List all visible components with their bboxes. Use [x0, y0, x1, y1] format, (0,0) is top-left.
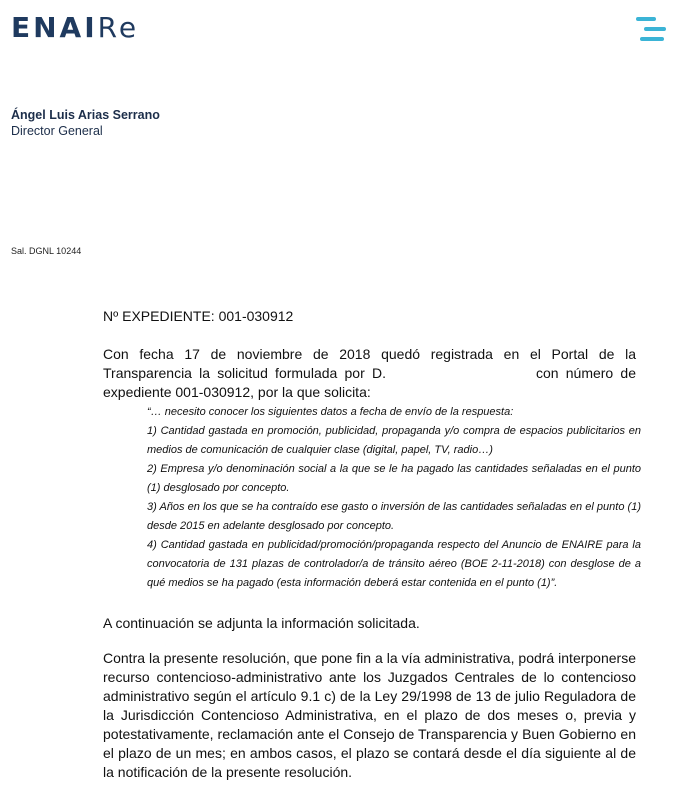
quote-line: “… necesito conocer los siguientes datos a fecha de envío de la respuesta:	[147, 406, 514, 418]
resolution-paragraph: Contra la presente resolución, que pone fin a la vía administrativa, podrá interponerse recurso contencioso-administrativo ante los Juzgados Centrales de lo contencioso administrativo según el artículo 9.1 c) de la Ley 29/1998 de 13 de julio Reguladora de la Jurisdicción Contencioso Administrativa, en el plazo de dos meses o, previa y potestativamente, reclamación ante el Consejo de Transparencia y Buen Gobierno en el plazo de un mes; en ambos casos, el plazo se contará desde el día siguiente al de la notificación de la presente resolución.	[103, 650, 636, 780]
logo-text-bold: ENAI	[11, 11, 98, 44]
sender-name: Ángel Luis Arias Serrano	[11, 108, 160, 122]
expediente-number: Nº EXPEDIENTE: 001-030912	[103, 308, 294, 324]
quote-line: 1) Cantidad gastada en promoción, publicidad, propaganda y/o compra de espacios publicitarios en medios de comunicación de cualquier clase (digital, papel, TV, radio…)	[147, 425, 641, 456]
menu-icon[interactable]	[636, 17, 666, 43]
intro-paragraph	[103, 345, 636, 402]
intro-text-start: Con fecha 17 de noviembre de 2018 quedó registrada en el Portal de la Transparencia la solicitud formulada por D.	[103, 346, 636, 381]
menu-icon-bar-bottom	[640, 37, 664, 41]
quote-line: 4) Cantidad gastada en publicidad/promoción/propaganda respecto del Anuncio de ENAIRE para la convocatoria de 131 plazas de controlador/a de tránsito aéreo (BOE 2-11-2018) con desglose de a qué medios se ha pagado (esta información deberá estar contenida en el punto (1)”.	[147, 539, 641, 589]
sender-block	[11, 107, 160, 139]
request-quote	[147, 403, 641, 593]
logo-text-light: Re	[97, 11, 140, 44]
enaire-logo	[11, 11, 140, 44]
intro-text-end: con número de expediente 001-030912, por la que solicita:	[103, 365, 636, 400]
attached-info-paragraph: A continuación se adjunta la información solicitada.	[103, 615, 420, 631]
menu-icon-bar-middle	[644, 27, 666, 31]
sender-title: Director General	[11, 124, 103, 138]
quote-line: 2) Empresa y/o denominación social a la que se le ha pagado las cantidades señaladas en el punto (1) desglosado por concepto.	[147, 463, 641, 494]
quote-line: 3) Años en los que se ha contraído ese gasto o inversión de las cantidades señaladas en el punto (1) desde 2015 en adelante desglosado por concepto.	[147, 501, 641, 532]
reference-number: Sal. DGNL 10244	[11, 246, 82, 256]
menu-icon-bar-top	[636, 17, 656, 21]
